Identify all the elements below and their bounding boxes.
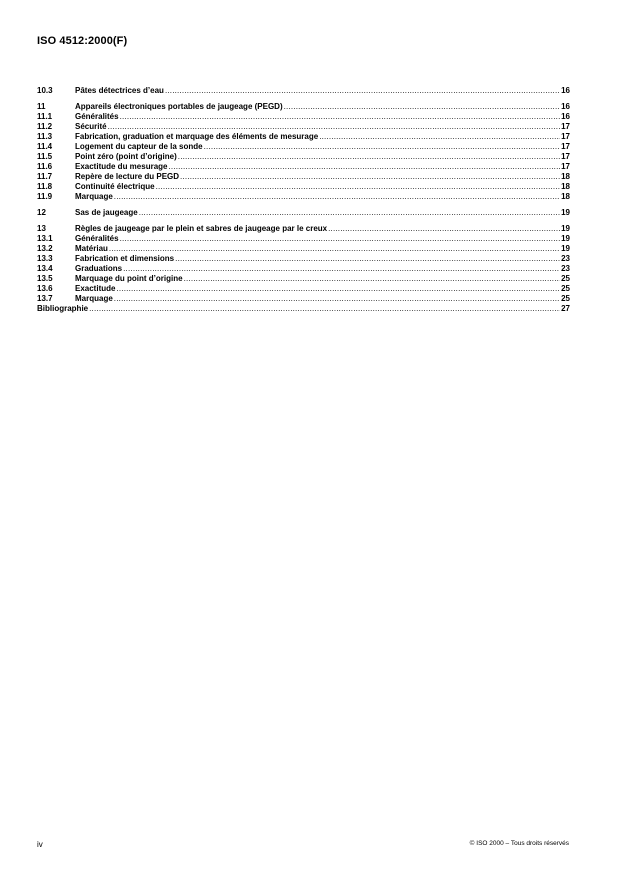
toc-entry[interactable] xyxy=(37,264,570,274)
toc-entry-title: Exactitude xyxy=(75,284,116,293)
toc-dot-leader xyxy=(89,304,560,314)
toc-entry-title: Bibliographie xyxy=(37,304,89,313)
toc-dot-leader xyxy=(184,274,561,284)
toc-entry-number: 11.9 xyxy=(37,192,53,201)
toc-dot-leader xyxy=(114,294,560,304)
toc-entry-page: 17 xyxy=(561,162,570,171)
toc-entry[interactable] xyxy=(37,284,570,294)
toc-entry-page: 16 xyxy=(561,102,570,111)
toc-entry-page: 17 xyxy=(561,152,570,161)
toc-dot-leader xyxy=(178,152,560,162)
toc-entry[interactable] xyxy=(37,162,570,172)
toc-entry-page: 19 xyxy=(561,224,570,233)
toc-entry-title: Règles de jaugeage par le plein et sabres de jaugeage par le creux xyxy=(75,224,328,233)
toc-entry-title: Généralités xyxy=(75,234,119,243)
toc-entry-title: Marquage du point d’origine xyxy=(75,274,183,283)
toc-entry-page: 16 xyxy=(561,112,570,121)
toc-dot-leader xyxy=(109,244,560,254)
toc-dot-leader xyxy=(123,264,560,274)
toc-entry-title: Sécurité xyxy=(75,122,107,131)
toc-entry-page: 18 xyxy=(561,172,570,181)
toc-dot-leader xyxy=(120,234,561,244)
page-number: iv xyxy=(37,840,43,849)
toc-entry-title: Repère de lecture du PEGD xyxy=(75,172,180,181)
toc-dot-leader xyxy=(116,284,560,294)
table-of-contents xyxy=(37,86,570,314)
toc-entry-page: 19 xyxy=(561,208,570,217)
toc-entry-page: 17 xyxy=(561,142,570,151)
toc-entry-page: 16 xyxy=(561,86,570,95)
toc-entry[interactable] xyxy=(37,122,570,132)
toc-entry[interactable] xyxy=(37,172,570,182)
toc-entry-number: 11.3 xyxy=(37,132,53,141)
toc-entry-number: 13.2 xyxy=(37,244,53,253)
toc-entry[interactable] xyxy=(37,142,570,152)
toc-entry-number: 11.6 xyxy=(37,162,53,171)
toc-entry[interactable] xyxy=(37,132,570,142)
toc-entry[interactable] xyxy=(37,304,570,314)
toc-entry-number: 11.4 xyxy=(37,142,53,151)
toc-entry-title: Fabrication, graduation et marquage des éléments de mesurage xyxy=(75,132,319,141)
toc-entry-number: 11.7 xyxy=(37,172,53,181)
toc-entry-title: Point zéro (point d’origine) xyxy=(75,152,177,161)
toc-entry[interactable] xyxy=(37,86,570,96)
toc-entry-title: Pâtes détectrices d’eau xyxy=(75,86,164,95)
toc-entry-number: 13 xyxy=(37,224,46,233)
toc-entry-number: 11.5 xyxy=(37,152,53,161)
toc-entry-title: Graduations xyxy=(75,264,123,273)
toc-entry-title: Sas de jaugeage xyxy=(75,208,138,217)
toc-dot-leader xyxy=(168,162,560,172)
toc-dot-leader xyxy=(180,172,560,182)
toc-entry-title: Fabrication et dimensions xyxy=(75,254,175,263)
toc-entry[interactable] xyxy=(37,192,570,202)
toc-entry-title: Continuité électrique xyxy=(75,182,155,191)
toc-dot-leader xyxy=(139,208,560,218)
toc-entry[interactable] xyxy=(37,224,570,234)
toc-entry[interactable] xyxy=(37,102,570,112)
toc-entry[interactable] xyxy=(37,244,570,254)
toc-dot-leader xyxy=(108,122,561,132)
toc-entry-title: Exactitude du mesurage xyxy=(75,162,168,171)
toc-entry-page: 25 xyxy=(561,294,570,303)
toc-entry-number: 11.2 xyxy=(37,122,53,131)
toc-entry-page: 18 xyxy=(561,192,570,201)
toc-entry-title: Logement du capteur de la sonde xyxy=(75,142,203,151)
toc-entry-page: 25 xyxy=(561,274,570,283)
toc-dot-leader xyxy=(328,224,560,234)
toc-entry[interactable] xyxy=(37,208,570,218)
toc-dot-leader xyxy=(175,254,560,264)
toc-entry-page: 17 xyxy=(561,132,570,141)
toc-dot-leader xyxy=(165,86,560,96)
toc-entry-number: 13.4 xyxy=(37,264,53,273)
toc-entry-page: 23 xyxy=(561,264,570,273)
toc-entry-title: Appareils électroniques portables de jaugeage (PEGD) xyxy=(75,102,283,111)
toc-entry-page: 17 xyxy=(561,122,570,131)
toc-dot-leader xyxy=(156,182,561,192)
toc-entry-number: 13.5 xyxy=(37,274,53,283)
toc-entry-number: 10.3 xyxy=(37,86,53,95)
toc-entry-title: Marquage xyxy=(75,192,113,201)
toc-entry-title: Matériau xyxy=(75,244,108,253)
toc-entry-number: 13.7 xyxy=(37,294,53,303)
toc-entry[interactable] xyxy=(37,274,570,284)
toc-entry-page: 19 xyxy=(561,234,570,243)
toc-entry[interactable] xyxy=(37,254,570,264)
toc-entry-title: Généralités xyxy=(75,112,119,121)
toc-dot-leader xyxy=(120,112,561,122)
toc-entry[interactable] xyxy=(37,152,570,162)
toc-entry-number: 13.6 xyxy=(37,284,53,293)
toc-entry-number: 11.8 xyxy=(37,182,53,191)
toc-dot-leader xyxy=(114,192,560,202)
toc-dot-leader xyxy=(284,102,560,112)
toc-entry-page: 19 xyxy=(561,244,570,253)
toc-entry-number: 11.1 xyxy=(37,112,53,121)
toc-entry-page: 27 xyxy=(561,304,570,313)
toc-dot-leader xyxy=(204,142,561,152)
toc-entry[interactable] xyxy=(37,112,570,122)
toc-entry[interactable] xyxy=(37,182,570,192)
toc-entry-number: 11 xyxy=(37,102,46,111)
toc-entry-page: 25 xyxy=(561,284,570,293)
toc-entry-number: 13.1 xyxy=(37,234,53,243)
toc-entry[interactable] xyxy=(37,294,570,304)
toc-entry-title: Marquage xyxy=(75,294,113,303)
document-header-title: ISO 4512:2000(F) xyxy=(37,35,128,47)
toc-entry-number: 13.3 xyxy=(37,254,53,263)
toc-entry[interactable] xyxy=(37,234,570,244)
toc-dot-leader xyxy=(319,132,560,142)
toc-entry-page: 23 xyxy=(561,254,570,263)
copyright-notice: © ISO 2000 – Tous droits réservés xyxy=(469,840,569,847)
toc-entry-number: 12 xyxy=(37,208,46,217)
toc-entry-page: 18 xyxy=(561,182,570,191)
